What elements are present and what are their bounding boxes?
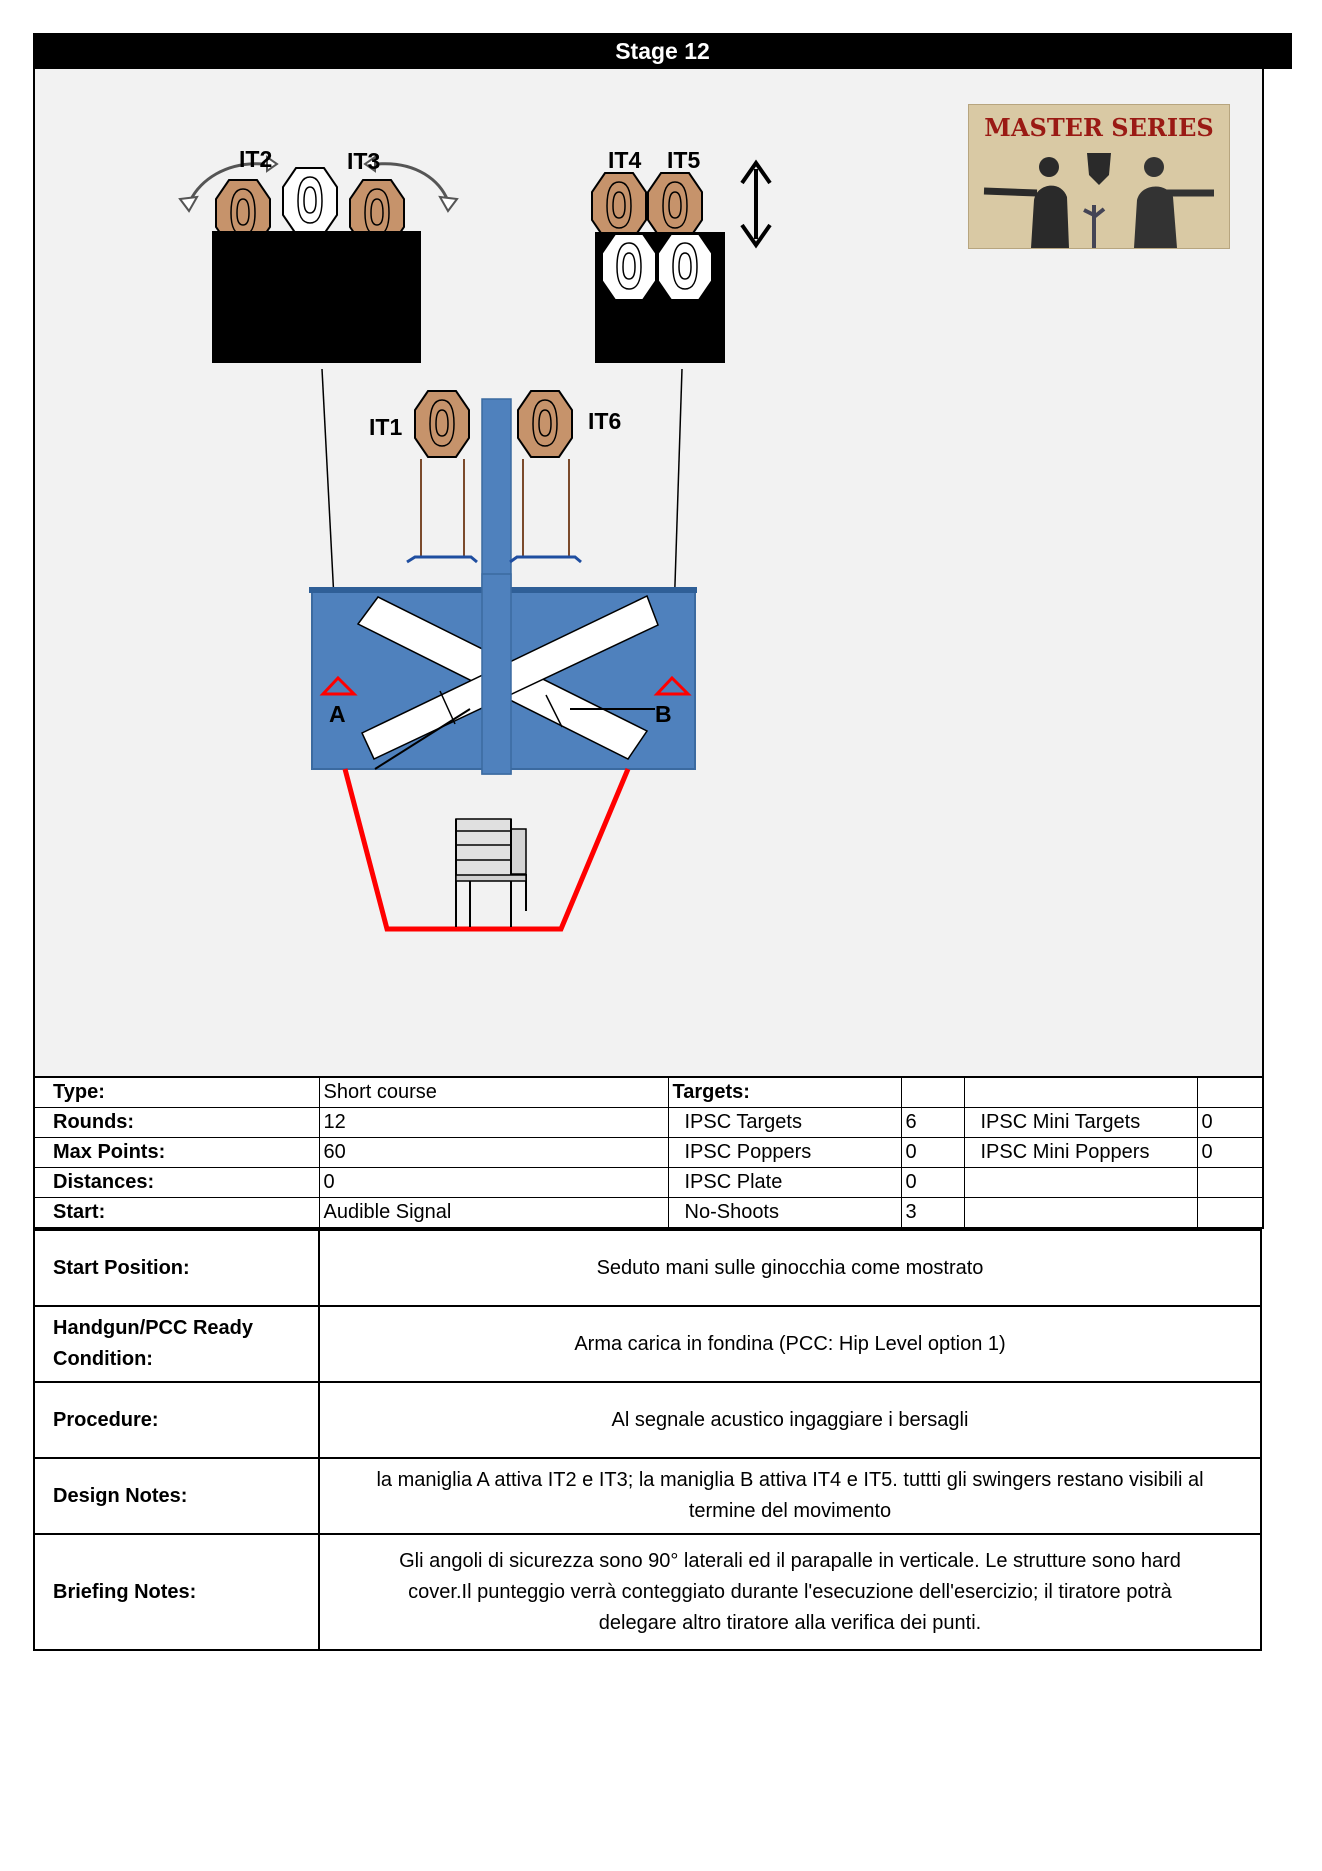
label-it4: IT4 bbox=[608, 147, 642, 173]
table-row bbox=[34, 1534, 1261, 1650]
start-position-value: Seduto mani sulle ginocchia come mostrato bbox=[319, 1230, 1261, 1306]
stage-diagram bbox=[33, 69, 1264, 1076]
mini-targets-label: IPSC Mini Targets bbox=[964, 1108, 1197, 1138]
briefing-notes-line-1: Gli angoli di sicurezza sono 90° laterali ed il parapalle in verticale. Le strutture sono hard bbox=[399, 1549, 1181, 1572]
logo-artwork bbox=[969, 105, 1229, 248]
rounds-value: 12 bbox=[319, 1108, 668, 1138]
label-it5: IT5 bbox=[667, 147, 701, 173]
no-shoot-left bbox=[283, 168, 337, 234]
procedure-label: Procedure: bbox=[34, 1382, 319, 1458]
table-row bbox=[34, 1306, 1261, 1382]
targets-label: Targets: bbox=[668, 1077, 901, 1108]
distances-label: Distances: bbox=[34, 1168, 319, 1198]
distances-value: 0 bbox=[319, 1168, 668, 1198]
vertical-move-arrow-icon bbox=[742, 163, 770, 245]
mover-it5 bbox=[648, 173, 702, 239]
label-it2: IT2 bbox=[239, 146, 273, 172]
mini-targets-value: 0 bbox=[1197, 1108, 1263, 1138]
label-handle-a: A bbox=[329, 701, 346, 727]
master-series-logo bbox=[968, 104, 1230, 249]
table-row bbox=[34, 1108, 1263, 1138]
ipsc-plate-label: IPSC Plate bbox=[668, 1168, 901, 1198]
table-row bbox=[34, 1168, 1263, 1198]
label-handle-b: B bbox=[655, 701, 672, 727]
no-shoot-right-2 bbox=[658, 234, 712, 300]
label-it3: IT3 bbox=[347, 148, 381, 174]
ipsc-targets-label: IPSC Targets bbox=[668, 1108, 901, 1138]
label-it6: IT6 bbox=[588, 408, 622, 434]
start-label: Start: bbox=[34, 1198, 319, 1229]
cover-wall-left bbox=[212, 231, 421, 363]
briefing-notes-line-2: cover.Il punteggio verrà conteggiato durante l'esecuzione dell'esercizio; il tiratore potrà bbox=[408, 1580, 1172, 1603]
logo-text: MASTER SERIES bbox=[984, 113, 1214, 142]
table-row bbox=[34, 1077, 1263, 1108]
table-row bbox=[34, 1382, 1261, 1458]
target-it6-stand bbox=[510, 459, 581, 562]
table-row bbox=[34, 1138, 1263, 1168]
no-shoots-label: No-Shoots bbox=[668, 1198, 901, 1229]
design-notes-line-2: termine del movimento bbox=[688, 1500, 892, 1522]
target-it1 bbox=[415, 391, 469, 457]
no-shoots-value: 3 bbox=[901, 1198, 964, 1229]
start-position-label: Start Position: bbox=[34, 1230, 319, 1306]
label-it1: IT1 bbox=[369, 414, 403, 440]
briefing-notes-value bbox=[319, 1534, 1261, 1650]
briefing-notes-line-3: delegare altro tiratore alla verifica dei punti. bbox=[598, 1611, 982, 1634]
start-value: Audible Signal bbox=[319, 1198, 668, 1229]
no-shoot-right-1 bbox=[602, 234, 656, 300]
design-notes-value bbox=[319, 1458, 1261, 1534]
briefing-notes-label: Briefing Notes: bbox=[34, 1534, 319, 1650]
stage-title: Stage 12 bbox=[33, 33, 1292, 69]
mover-it4 bbox=[592, 173, 646, 239]
target-it1-stand bbox=[407, 459, 477, 562]
type-value: Short course bbox=[319, 1077, 668, 1108]
table-row bbox=[34, 1198, 1263, 1229]
table-row bbox=[34, 1458, 1261, 1534]
max-points-label: Max Points: bbox=[34, 1138, 319, 1168]
ready-condition-value: Arma carica in fondina (PCC: Hip Level option 1) bbox=[319, 1306, 1261, 1382]
ready-condition-label-line-1: Handgun/PCC Ready bbox=[53, 1317, 254, 1339]
procedure-value: Al segnale acustico ingaggiare i bersagli bbox=[319, 1382, 1261, 1458]
table-row bbox=[34, 1230, 1261, 1306]
ipsc-targets-value: 6 bbox=[901, 1108, 964, 1138]
mini-poppers-value: 0 bbox=[1197, 1138, 1263, 1168]
target-it6 bbox=[518, 391, 572, 457]
ready-condition-label bbox=[34, 1306, 319, 1382]
ipsc-poppers-value: 0 bbox=[901, 1138, 964, 1168]
design-notes-line-1: la maniglia A attiva IT2 e IT3; la maniglia B attiva IT4 e IT5. tuttti gli swingers restano visibili al bbox=[376, 1469, 1204, 1491]
ipsc-plate-value: 0 bbox=[901, 1168, 964, 1198]
max-points-value: 60 bbox=[319, 1138, 668, 1168]
stage-notes-table bbox=[33, 1229, 1262, 1651]
ipsc-poppers-label: IPSC Poppers bbox=[668, 1138, 901, 1168]
type-label: Type: bbox=[34, 1077, 319, 1108]
ready-condition-label-line-2: Condition: bbox=[53, 1348, 153, 1370]
mini-poppers-label: IPSC Mini Poppers bbox=[964, 1138, 1197, 1168]
chair-icon bbox=[456, 819, 526, 927]
rounds-label: Rounds: bbox=[34, 1108, 319, 1138]
design-notes-label: Design Notes: bbox=[34, 1458, 319, 1534]
stage-info-table bbox=[33, 1076, 1264, 1229]
